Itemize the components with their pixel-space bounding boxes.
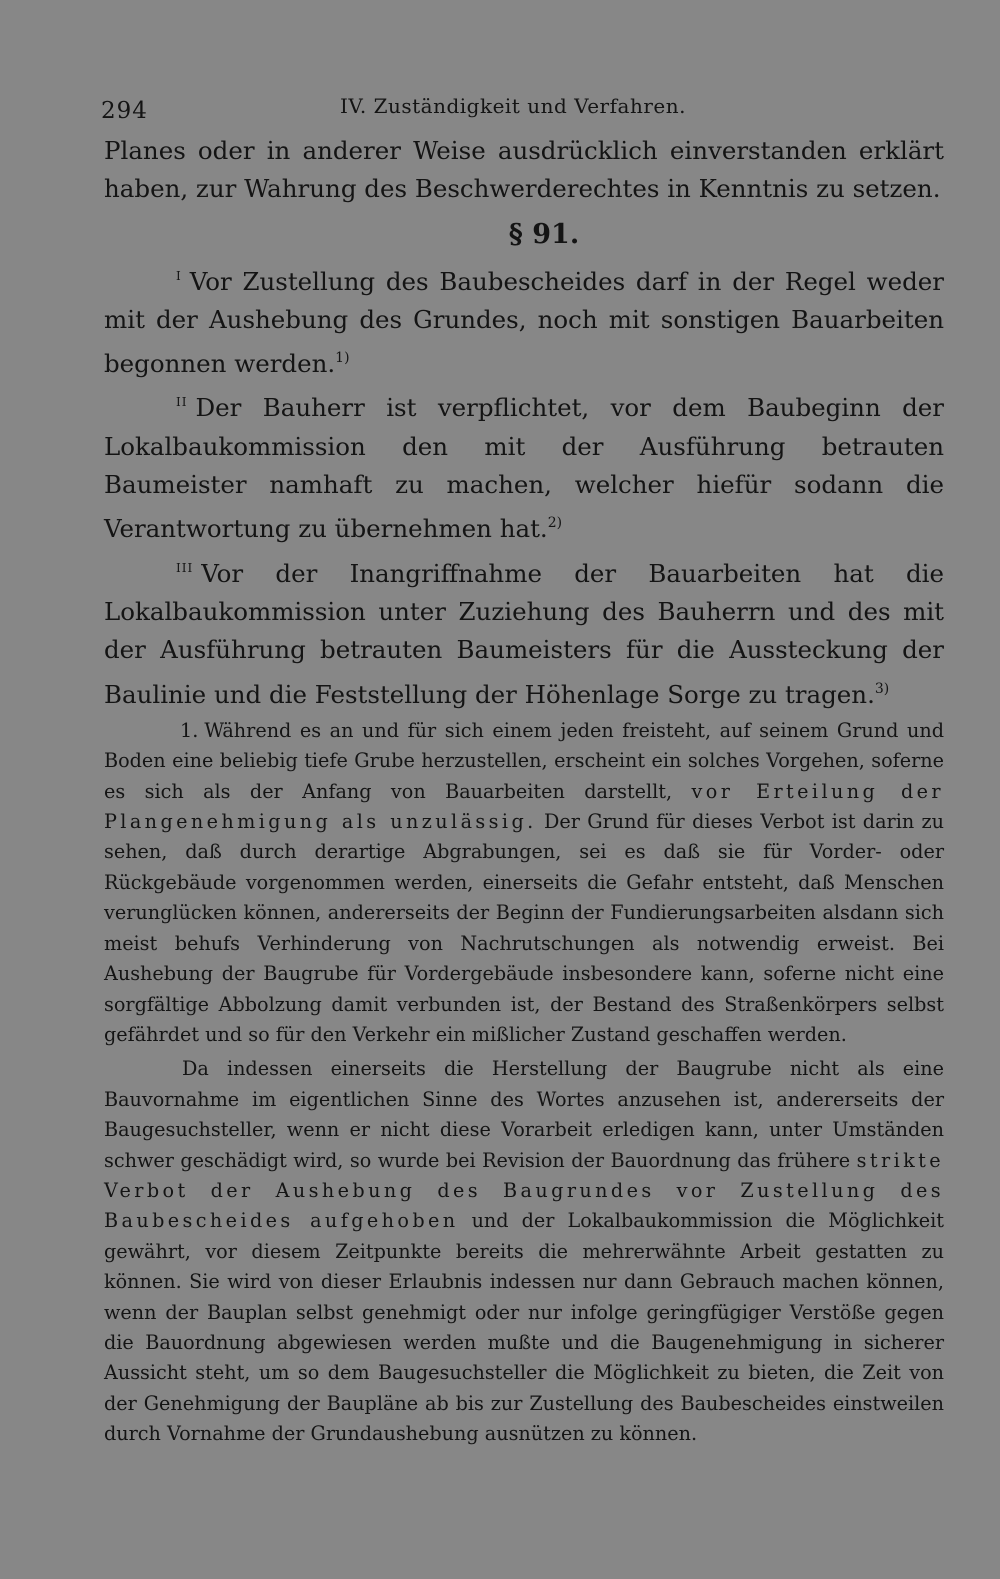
commentary-emphasis: strikte Verbot der Aushebung des Baugrundes vor Zustellung des Baubescheides aufgehoben — [104, 1148, 944, 1233]
paragraph-marker: I — [176, 268, 182, 283]
paragraph-marker: III — [176, 560, 194, 575]
page-header — [101, 88, 944, 132]
section-paragraph-2 — [104, 383, 944, 548]
commentary-emphasis: vor Erteilung der Plangenehmigung als unzulässig. — [104, 779, 944, 834]
carryover-paragraph: Planes oder in anderer Weise ausdrücklich einverstanden erklärt haben, zur Wahrung des Beschwerderechtes in Kenntnis zu setzen. — [104, 136, 944, 204]
section-paragraph-1 — [104, 257, 944, 384]
paragraph-text: Vor Zustellung des Baubescheides darf in der Regel weder mit der Aushebung des Grundes, noch mit sonstigen Bauarbeiten begonnen werden. — [104, 266, 944, 379]
footnote-ref: 3) — [874, 680, 890, 697]
commentary-text: Während es an und für sich einem jeden freisteht, auf seinem Grund und Boden eine beliebig tiefe Grube herzustellen, erscheint ein solches Vorgehen, soferne es sich als der Anfang von Bauarbeiten darstellt, — [104, 718, 944, 803]
commentary-number: 1. — [180, 718, 199, 742]
page-number: 294 — [101, 98, 148, 124]
footnote-ref: 1) — [335, 350, 350, 367]
running-head: IV. Zuständigkeit und Verfahren. — [340, 94, 686, 118]
commentary-paragraph-2 — [104, 1054, 944, 1449]
paragraph-marker: II — [176, 395, 188, 410]
commentary-paragraph-1 — [104, 716, 944, 1050]
commentary-text: Der Grund für dieses Verbot ist darin zu sehen, daß durch derartige Abgrabungen, sei es daß sie für Vorder- oder Rückgebäude vorgenommen werden, einerseits die Gefahr entsteht, daß Menschen verunglücken können, andererseits der Beginn der Fundierungsarbeiten alsdann sich meist behufs Verhinderung von Nachrutschungen als notwendig erweist. Bei Aushebung der Baugrube für Vordergebäude insbesondere kann, soferne nicht eine sorgfältige Abbolzung damit verbunden ist, der Bestand des Straßenkörpers selbst gefährdet und so für den Verkehr ein mißlicher Zustand geschaffen werden. — [104, 810, 945, 1046]
commentary-text: und der Lokalbaukommission die Möglichkeit gewährt, vor diesem Zeitpunkte bereits die mehrerwähnte Arbeit gestatten zu können. Sie wird von dieser Erlaubnis indessen nur dann Gebrauch machen können, wenn der Bauplan selbst genehmigt oder nur infolge geringfügiger Verstöße gegen die Bauordnung abgewiesen werden mußte und die Baugenehmigung in sicherer Aussicht steht, um so dem Baugesuchsteller die Möglichkeit zu bieten, die Zeit von der Genehmigung der Baupläne ab bis zur Zustellung des Baubescheides einstweilen durch Vornahme der Grundaushebung ausnützen zu können. — [104, 1209, 944, 1446]
paragraph-text: Der Bauherr ist verpflichtet, vor dem Baubeginn der Lokalbaukommission den mit der Ausführung betrauten Baumeister namhaft zu machen, welcher hiefür sodann die Verantwortung zu übernehmen hat. — [104, 393, 944, 544]
commentary-text: Da indessen einerseits die Herstellung der Baugrube nicht als eine Bauvornahme im eigentlichen Sinne des Wortes anzusehen ist, andererseits der Baugesuchsteller, wenn er nicht diese Vorarbeit erledigen kann, unter Umständen schwer geschädigt wird, so wurde bei Revision der Bauordnung das frühere — [104, 1057, 944, 1172]
section-heading: § 91. — [508, 218, 580, 250]
footnote-ref: 2) — [547, 515, 563, 532]
section-paragraph-3 — [104, 549, 944, 714]
book-page — [101, 88, 945, 1450]
paragraph-text: Vor der Inangriffnahme der Bauarbeiten hat die Lokalbaukommission unter Zuziehung des Bauherrn und des mit der Ausführung betrauten Baumeisters für die Aussteckung der Baulinie und die Feststellung der Höhenlage Sorge zu tragen. — [104, 558, 944, 709]
